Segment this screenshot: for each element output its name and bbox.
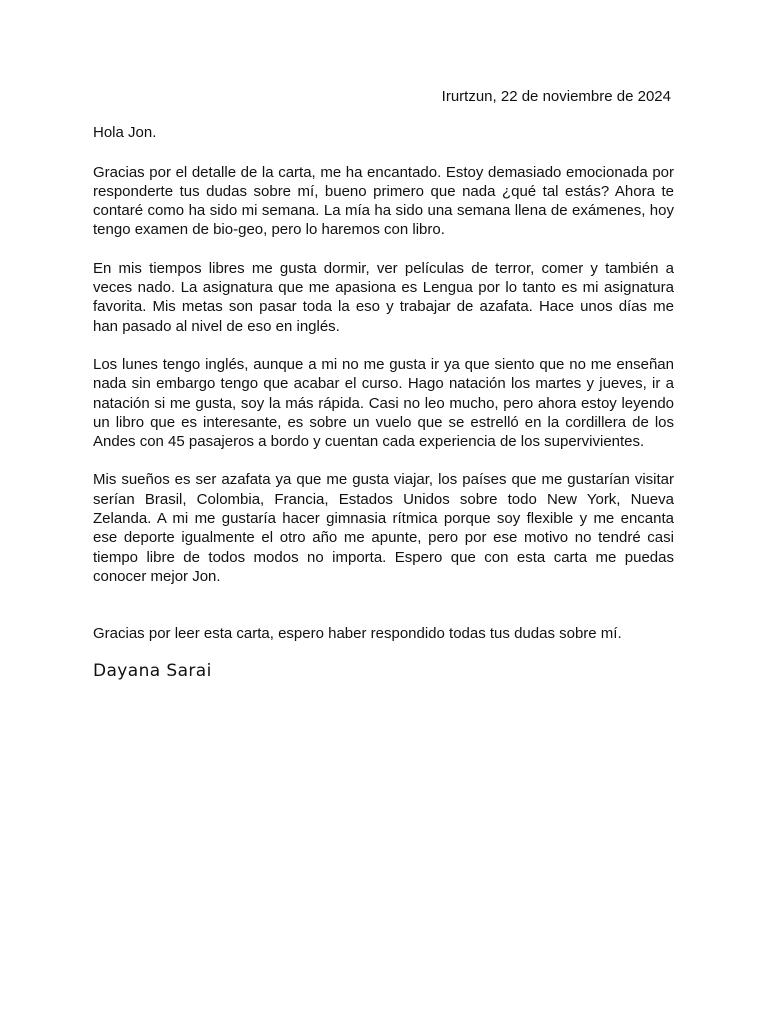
closing-line: Gracias por leer esta carta, espero haber respondido todas tus dudas sobre mí. <box>93 625 622 643</box>
greeting: Hola Jon. <box>93 124 157 142</box>
letter-body <box>93 87 674 681</box>
paragraph-activities: Los lunes tengo inglés, aunque a mi no me gusta ir ya que siento que no me enseñan nada sin embargo tengo que acabar el curso. Hago natación los martes y jueves, ir a natación si me gusta, soy la más rápida. Casi no leo mucho, pero ahora estoy leyendo un libro que es interesante, es sobre un vuelo que se estrelló en la cordillera de los Andes con 45 pasajeros a bordo y cuentan cada experiencia de los supervivientes. <box>93 355 674 451</box>
paragraph-free-time: En mis tiempos libres me gusta dormir, ver películas de terror, comer y también a veces nado. La asignatura que me apasiona es Lengua por lo tanto es mi asignatura favorita. Mis metas son pasar toda la eso y trabajar de azafata. Hace unos días me han pasado al nivel de eso en inglés. <box>93 259 674 335</box>
paragraph-week: Gracias por el detalle de la carta, me ha encantado. Estoy demasiado emocionada por responderte tus dudas sobre mí, bueno primero que nada ¿qué tal estás? Ahora te contaré como ha sido mi semana. La mía ha sido una semana llena de exámenes, hoy tengo examen de bio-geo, pero lo haremos con libro. <box>93 163 674 239</box>
signature: Dayana Sarai <box>93 660 212 681</box>
paragraph-dreams: Mis sueños es ser azafata ya que me gusta viajar, los países que me gustarían visitar serían Brasil, Colombia, Francia, Estados Unidos sobre todo New York, Nueva Zelanda. A mi me gustaría hacer gimnasia rítmica porque soy flexible y me encanta ese deporte igualmente el otro año me apunte, pero por ese motivo no tendré casi tiempo libre de todos modos no importa. Espero que con esta carta me puedas conocer mejor Jon. <box>93 471 674 585</box>
date-line: Irurtzun, 22 de noviembre de 2024 <box>441 88 671 105</box>
